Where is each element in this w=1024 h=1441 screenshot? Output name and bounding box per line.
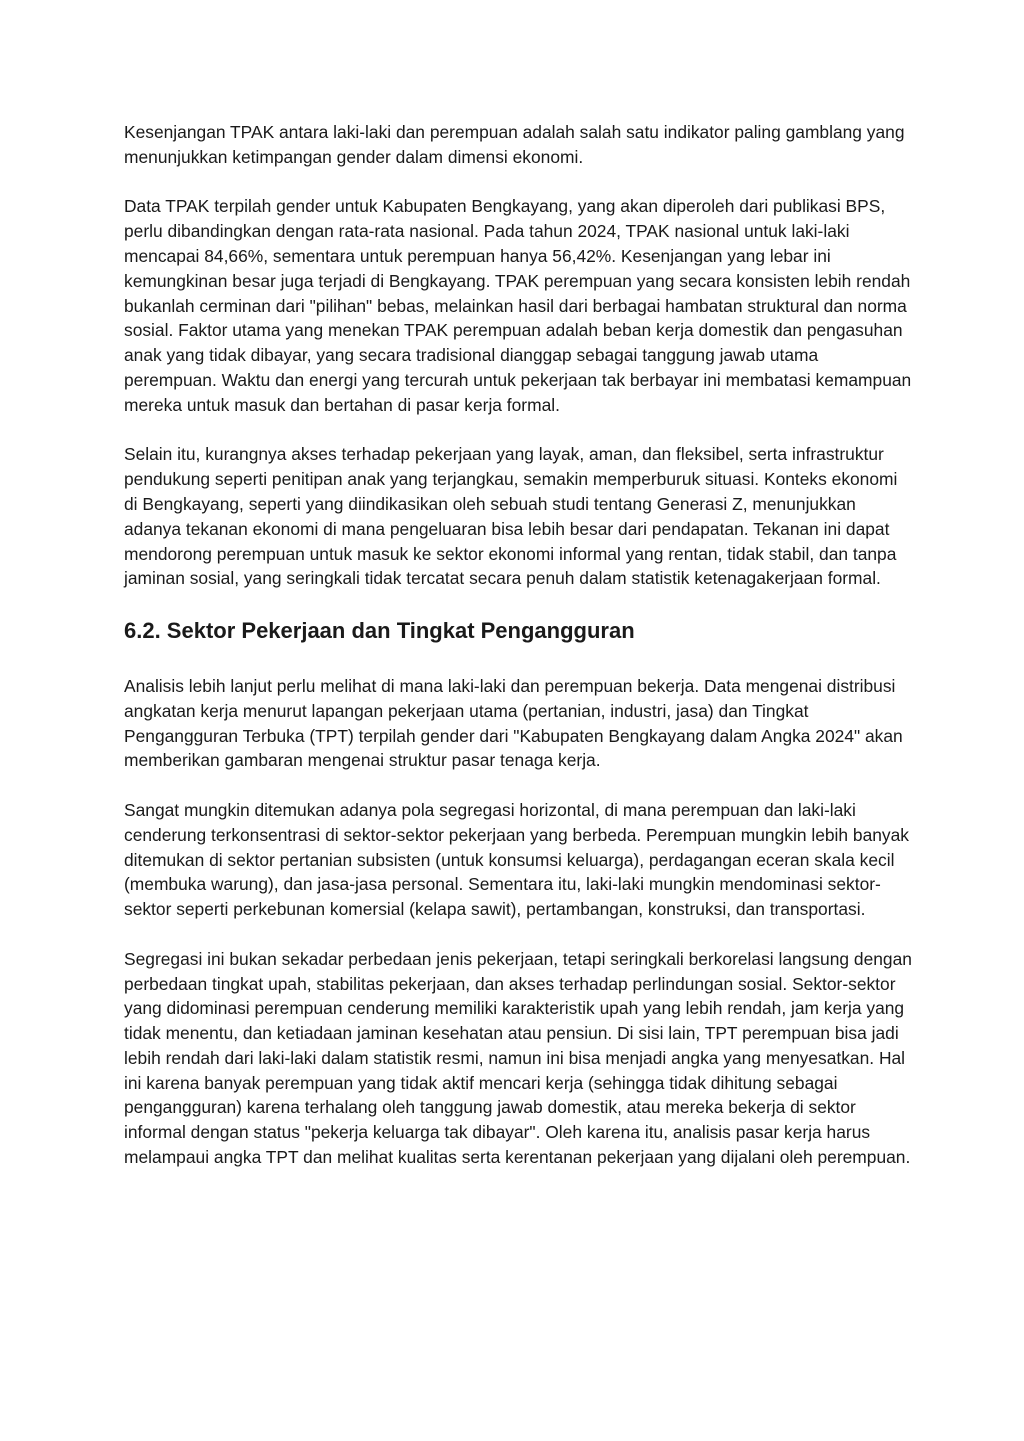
section-heading-6-2: 6.2. Sektor Pekerjaan dan Tingkat Pengangguran (124, 617, 635, 643)
paragraph-tpak-national-comparison: Data TPAK terpilah gender untuk Kabupaten Bengkayang, yang akan diperoleh dari publikasi BPS, perlu dibandingkan dengan rata-rata nasional. Pada tahun 2024, TPAK nasional untuk laki-laki mencapai 84,66%, sementara untuk perempuan hanya 56,42%. Kesenjangan yang lebar ini kemungkinan besar juga terjadi di Bengkayang. TPAK perempuan yang secara konsisten lebih rendah bukanlah cerminan dari "pilihan" bebas, melainkan hasil dari berbagai hambatan struktural dan norma sosial. Faktor utama yang menekan TPAK perempuan adalah beban kerja domestik dan pengasuhan anak yang tidak dibayar, yang secara tradisional dianggap sebagai tanggung jawab utama perempuan. Waktu dan energi yang tercurah untuk pekerjaan tak berbayar ini membatasi kemampuan mereka untuk masuk dan bertahan di pasar kerja formal. (124, 196, 912, 415)
paragraph-tpak-gap-intro: Kesenjangan TPAK antara laki-laki dan perempuan adalah salah satu indikator paling gamblang yang menunjukkan ketimpangan gender dalam dimensi ekonomi. (124, 122, 905, 167)
document-page (124, 120, 912, 1195)
paragraph-segregation-implications: Segregasi ini bukan sekadar perbedaan jenis pekerjaan, tetapi seringkali berkorelasi langsung dengan perbedaan tingkat upah, stabilitas pekerjaan, dan akses terhadap perlindungan sosial. Sektor-sektor yang didominasi perempuan cenderung memiliki karakteristik upah yang lebih rendah, jam kerja yang tidak menentu, dan ketiadaan jaminan kesehatan atau pensiun. Di sisi lain, TPT perempuan bisa jadi lebih rendah dari laki-laki dalam statistik resmi, namun ini bisa menjadi angka yang menyesatkan. Hal ini karena banyak perempuan yang tidak aktif mencari kerja (sehingga tidak dihitung sebagai pengangguran) karena terhalang oleh tanggung jawab domestik, atau mereka bekerja di sektor informal dengan status "pekerja keluarga tak dibayar". Oleh karena itu, analisis pasar kerja harus melampaui angka TPT dan melihat kualitas serta kerentanan pekerjaan yang dijalani oleh perempuan. (124, 948, 912, 1168)
paragraph-horizontal-segregation: Sangat mungkin ditemukan adanya pola segregasi horizontal, di mana perempuan dan laki-laki cenderung terkonsentrasi di sektor-sektor pekerjaan yang berbeda. Perempuan mungkin lebih banyak ditemukan di sektor pertanian subsisten (untuk konsumsi keluarga), perdagangan eceran skala kecil (membuka warung), dan jasa-jasa personal. Sementara itu, laki-laki mungkin mendominasi sektor-sektor seperti perkebunan komersial (kelapa sawit), pertambangan, konstruksi, dan transportasi. (124, 799, 909, 920)
paragraph-employment-distribution: Analisis lebih lanjut perlu melihat di mana laki-laki dan perempuan bekerja. Data mengenai distribusi angkatan kerja menurut lapangan pekerjaan utama (pertanian, industri, jasa) dan Tingkat Pengangguran Terbuka (TPT) terpilah gender dari "Kabupaten Bengkayang dalam Angka 2024" akan memberikan gambaran mengenai struktur pasar tenaga kerja. (124, 675, 903, 771)
paragraph-economic-context: Selain itu, kurangnya akses terhadap pekerjaan yang layak, aman, dan fleksibel, serta infrastruktur pendukung seperti penitipan anak yang terjangkau, semakin memperburuk situasi. Konteks ekonomi di Bengkayang, seperti yang diindikasikan oleh sebuah studi tentang Generasi Z, menunjukkan adanya tekanan ekonomi di mana pengeluaran bisa lebih besar dari pendapatan. Tekanan ini dapat mendorong perempuan untuk masuk ke sektor ekonomi informal yang rentan, tidak stabil, dan tanpa jaminan sosial, yang seringkali tidak tercatat secara penuh dalam statistik ketenagakerjaan formal. (124, 444, 898, 589)
